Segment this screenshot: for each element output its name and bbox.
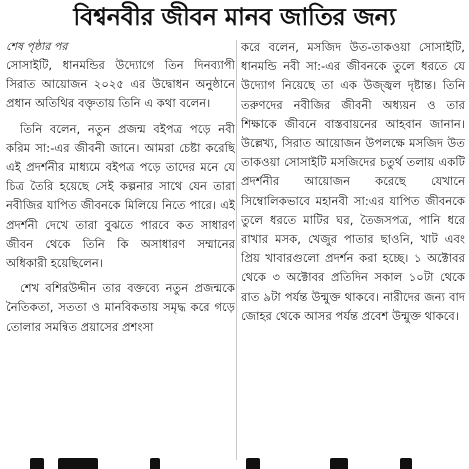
cut-text-fragment: [58, 458, 98, 469]
cut-text-fragment: [330, 458, 348, 469]
cut-text-fragment: [30, 458, 44, 469]
cut-text-fragment: [400, 458, 412, 469]
article-headline: বিশ্বনবীর জীবন মানব জাতির জন্য: [73, 3, 396, 31]
body-paragraph: সোসাইটি, ধানমন্ডির উদ্যোগে তিন দিনব্যাপী সিরাত আয়োজন ২০২৫ এর উদ্বোধন অনুষ্ঠানে প্রধান অতিথির বক্তৃতায় তিনি এ কথা বলেন।: [6, 58, 235, 111]
body-paragraph: শেখ বশিরউদ্দীন তার বক্তব্যে নতুন প্রজন্মকে নৈতিকতা, সততা ও মানবিকতায় সমৃদ্ধ করে গড়ে তোলার সমন্বিত প্রয়াসের প্রশংসা: [6, 281, 235, 334]
column-divider: [236, 40, 237, 460]
right-column: [241, 38, 465, 326]
headline-container: [0, 0, 469, 34]
body-paragraph: তিনি বলেন, নতুন প্রজন্ম বইপত্র পড়ে নবী করিম সা:-এর জীবনী জানে। আমরা চেষ্টা করেছি এই প্রদর্শনীর মাধ্যমে বইপত্র পড়ে তাদের মনে যে চিত্র তৈরি হয়েছে সেই কল্পনার সাথে যেন তারা নবীজির যাপিত জীবনকে মিলিয়ে নিতে পারে। এই প্রদর্শনী দেখে তারা বুঝতে পারবে কত সাধারণ জীবন থেকে তিনি কি অসাধারণ সম্মানের অধিকারী হয়েছিলেন।: [6, 121, 235, 271]
body-paragraph: করে বলেন, মসজিদ উত-তাকওয়া সোসাইটি, ধানমন্ডি নবী সা:-এর জীবনকে তুলে ধরতে যে উদ্যোগ নিয়েছে তা এক উজ্জ্বল দৃষ্টান্ত। তিনি তরুণদের নবীজির জীবনী অধ্যয়ন ও তার শিক্ষাকে জীবনে বাস্তবায়নের আহবান জানান। উল্লেখ্য, সিরাত আয়োজন উপলক্ষে মসজিদ উত তাকওয়া সোসাইটি মসজিদের চতুর্থ তলায় একটি প্রদর্শনীর আয়োজন করেছে যেখানে সিম্বোলিকভাবে মহানবী সা:এর যাপিত জীবনকে তুলে ধরতে মাটির ঘর, তৈজসপত্র, পানি ধরে রাখার মসক, খেজুর পাতার ছাওনি, খাট এবং প্রিয় খাবারগুলো প্রদর্শন করা হচ্ছে। ১ অক্টোবর থেকে ৩ অক্টোবর প্রতিদিন সকাল ১০টা থেকে রাত ৯টা পর্যন্ত উন্মুক্ত থাকবে। নারীদের জন্য বাদ জোহর থেকে আসর পর্যন্ত প্রবেশ উন্মুক্ত থাকবে।: [241, 40, 465, 323]
next-headline-fragment: [0, 458, 469, 469]
cut-text-fragment: [246, 458, 260, 469]
cut-text-fragment: [150, 458, 160, 469]
continued-from-label: শেষ পৃষ্ঠার পর: [6, 40, 68, 53]
left-column: [6, 38, 235, 337]
